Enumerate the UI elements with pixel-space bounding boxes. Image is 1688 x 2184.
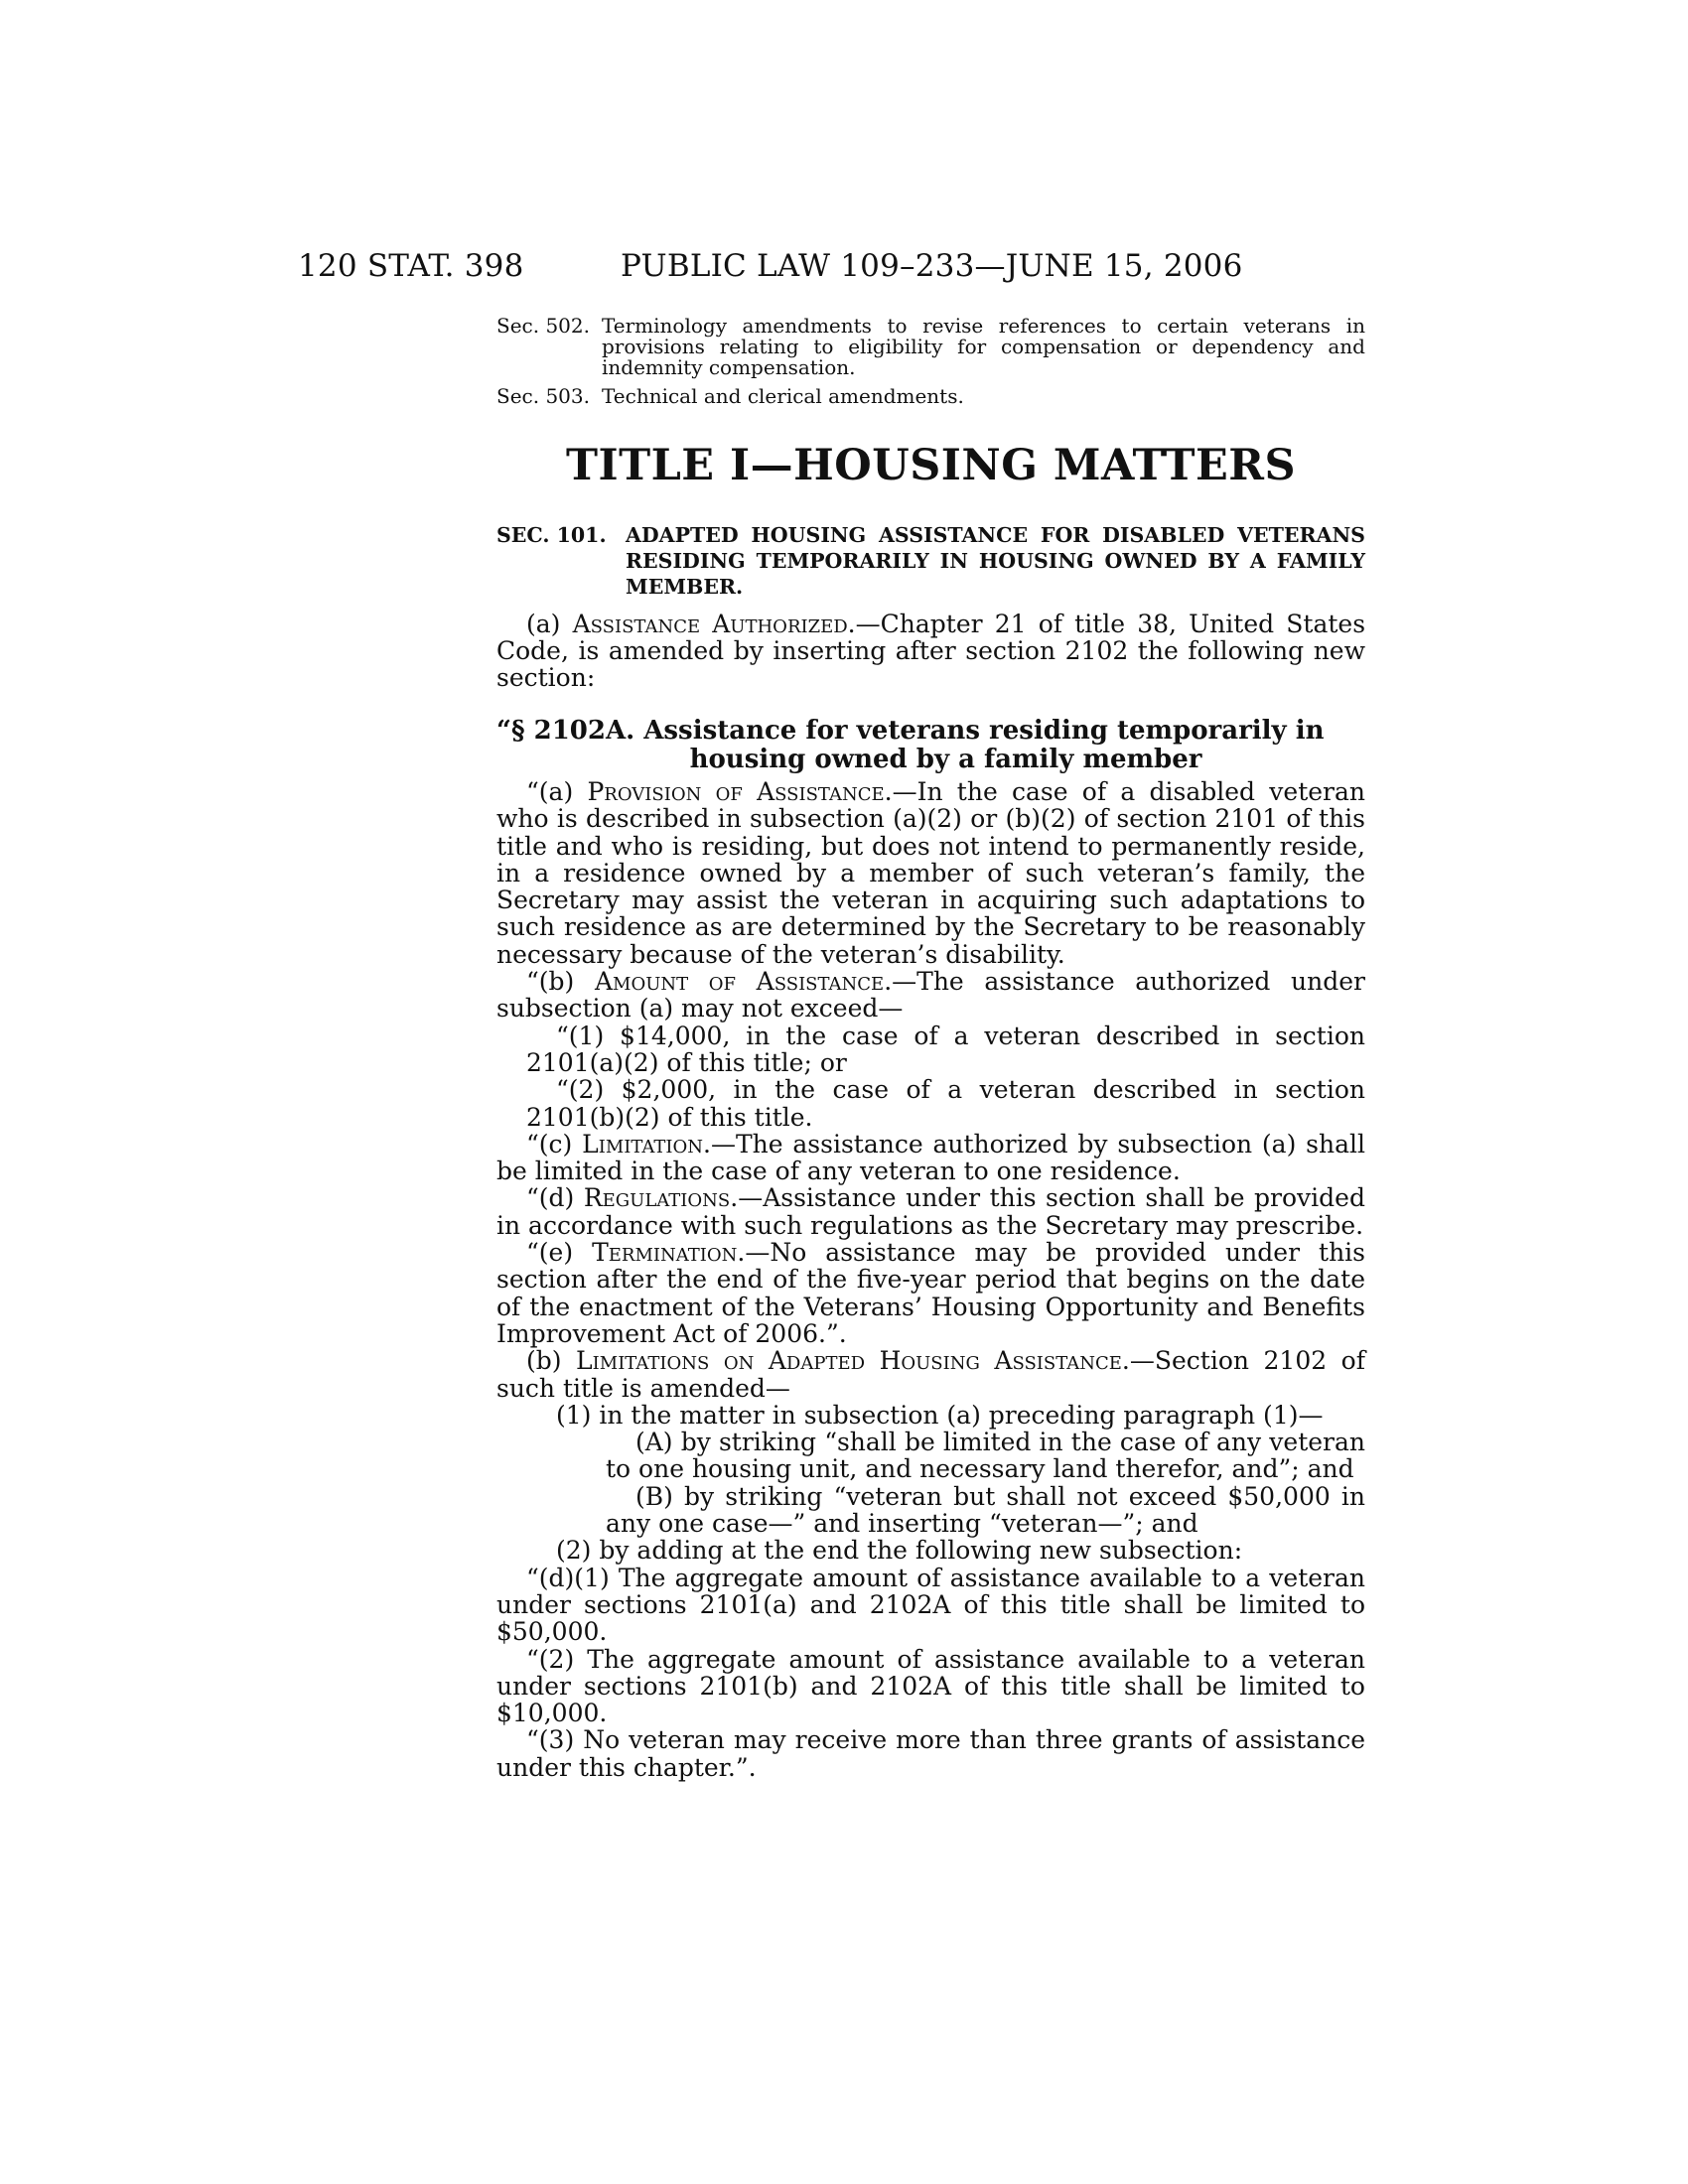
subsection-caption: Limitations on Adapted Housing Assistance. <box>576 1346 1130 1376</box>
new-subsection-d3: “(3) No veteran may receive more than three grants of assistance under this chapter.”. <box>496 1725 1365 1782</box>
amendment-item-1A: (A) by striking “shall be limited in the case of any veteran to one housing unit, and necessary land therefor, and”; and <box>606 1428 1365 1484</box>
subsection-text: —In the case of a disabled veteran who is described in subsection (a)(2) or (b)(2) of section 2101 of this title and who is residing, but does not intend to permanently reside, in a residence owned by a member of such veteran’s family, the Secretary may assist the veteran in acquiring such adaptations to such residence as are determined by the Secretary to be reasonably necessary because of the veteran’s disability. <box>496 777 1366 969</box>
subsection-label: “(a) <box>526 777 588 806</box>
statute-reference: 120 STAT. 398 <box>298 248 524 284</box>
amendment-paragraph-b <box>496 1347 1365 1402</box>
subsection-text: —The assistance authorized under subsection (a) may not exceed— <box>496 967 1365 1024</box>
paragraph-caption: Assistance Authorized. <box>572 610 856 638</box>
amendment-item-2: (2) by adding at the end the following new subsection: <box>556 1536 1243 1566</box>
new-section-heading-line-2: housing owned by a family member <box>689 745 1202 774</box>
paragraph-label: (a) <box>526 610 573 638</box>
section-body <box>496 778 1365 1781</box>
section-heading-text: ADAPTED HOUSING ASSISTANCE FOR DISABLED VETERANS RESIDING TEMPORARILY IN HOUSING OWNED BY A FAMILY MEMBER. <box>626 523 1365 599</box>
subsection-text: —Assistance under this section shall be provided in accordance with such regulations as the Secretary may prescribe. <box>496 1183 1365 1240</box>
paragraph-text: —Chapter 21 of title 38, United States Code, is amended by inserting after section 2102 the following new section: <box>496 610 1366 692</box>
public-law-reference: PUBLIC LAW 109–233—JUNE 15, 2006 <box>621 248 1243 284</box>
toc-section-text: Technical and clerical amendments. <box>602 384 964 408</box>
paragraph-b2: “(2) $2,000, in the case of a veteran described in section 2101(b)(2) of this title. <box>526 1075 1365 1132</box>
new-subsection-d2: “(2) The aggregate amount of assistance available to a veteran under sections 2101(b) and 2102A of this title shall be limited to $10,000. <box>496 1644 1365 1728</box>
new-section-heading <box>496 717 1365 774</box>
subsection-caption: Termination. <box>592 1238 746 1268</box>
subsection-c <box>496 1131 1365 1185</box>
subsection-text: —Section 2102 of such title is amended— <box>496 1346 1365 1403</box>
subsection-e <box>496 1239 1365 1347</box>
section-heading <box>496 522 1365 600</box>
subsection-label: “(e) <box>526 1238 593 1268</box>
toc-section-text: Terminology amendments to revise references to certain veterans in provisions relating to eligibility for compensation or dependency and indemnity compensation. <box>602 314 1365 379</box>
toc-entry <box>496 386 1365 407</box>
subsection-caption: Provision of Assistance. <box>587 777 893 806</box>
subsection-text: —No assistance may be provided under this section after the end of the five-year period that begins on the date of the enactment of the Veterans’ Housing Opportunity and Benefits Improvement Act of 2006.”. <box>496 1238 1366 1348</box>
subsection-a <box>496 778 1365 968</box>
subsection-label: “(b) <box>526 967 595 997</box>
subsection-d <box>496 1184 1365 1239</box>
new-subsection-d1: “(d)(1) The aggregate amount of assistance available to a veteran under sections 2101(a) and 2102A of this title shall be limited to $50,000. <box>496 1563 1365 1647</box>
section-number: SEC. 101. <box>496 523 607 547</box>
toc-section-number: Sec. 503. <box>496 384 590 408</box>
new-section-heading-line-1: “§ 2102A. Assistance for veterans residing temporarily in <box>496 716 1325 746</box>
amendment-item-1B: (B) by striking “veteran but shall not exceed $50,000 in any one case—” and inserting “veteran—”; and <box>606 1481 1365 1539</box>
subsection-caption: Amount of Assistance. <box>594 967 893 997</box>
subsection-caption: Regulations. <box>583 1183 739 1213</box>
subsection-b <box>496 968 1365 1023</box>
subsection-text: —The assistance authorized by subsection (a) shall be limited in the case of any veteran to one residence. <box>496 1129 1365 1186</box>
amendment-paragraph-a <box>496 611 1365 691</box>
toc-section-number: Sec. 502. <box>496 314 590 338</box>
table-of-contents <box>496 316 1365 415</box>
subsection-label: “(d) <box>526 1183 584 1213</box>
paragraph-b1: “(1) $14,000, in the case of a veteran described in section 2101(a)(2) of this title; or <box>526 1021 1365 1077</box>
title-heading: TITLE I—HOUSING MATTERS <box>565 441 1297 490</box>
amendment-item-1: (1) in the matter in subsection (a) preceding paragraph (1)— <box>556 1400 1324 1430</box>
subsection-caption: Limitation. <box>582 1129 711 1159</box>
toc-entry <box>496 316 1365 378</box>
subsection-label: “(c) <box>526 1129 583 1159</box>
subsection-label: (b) <box>526 1346 577 1376</box>
